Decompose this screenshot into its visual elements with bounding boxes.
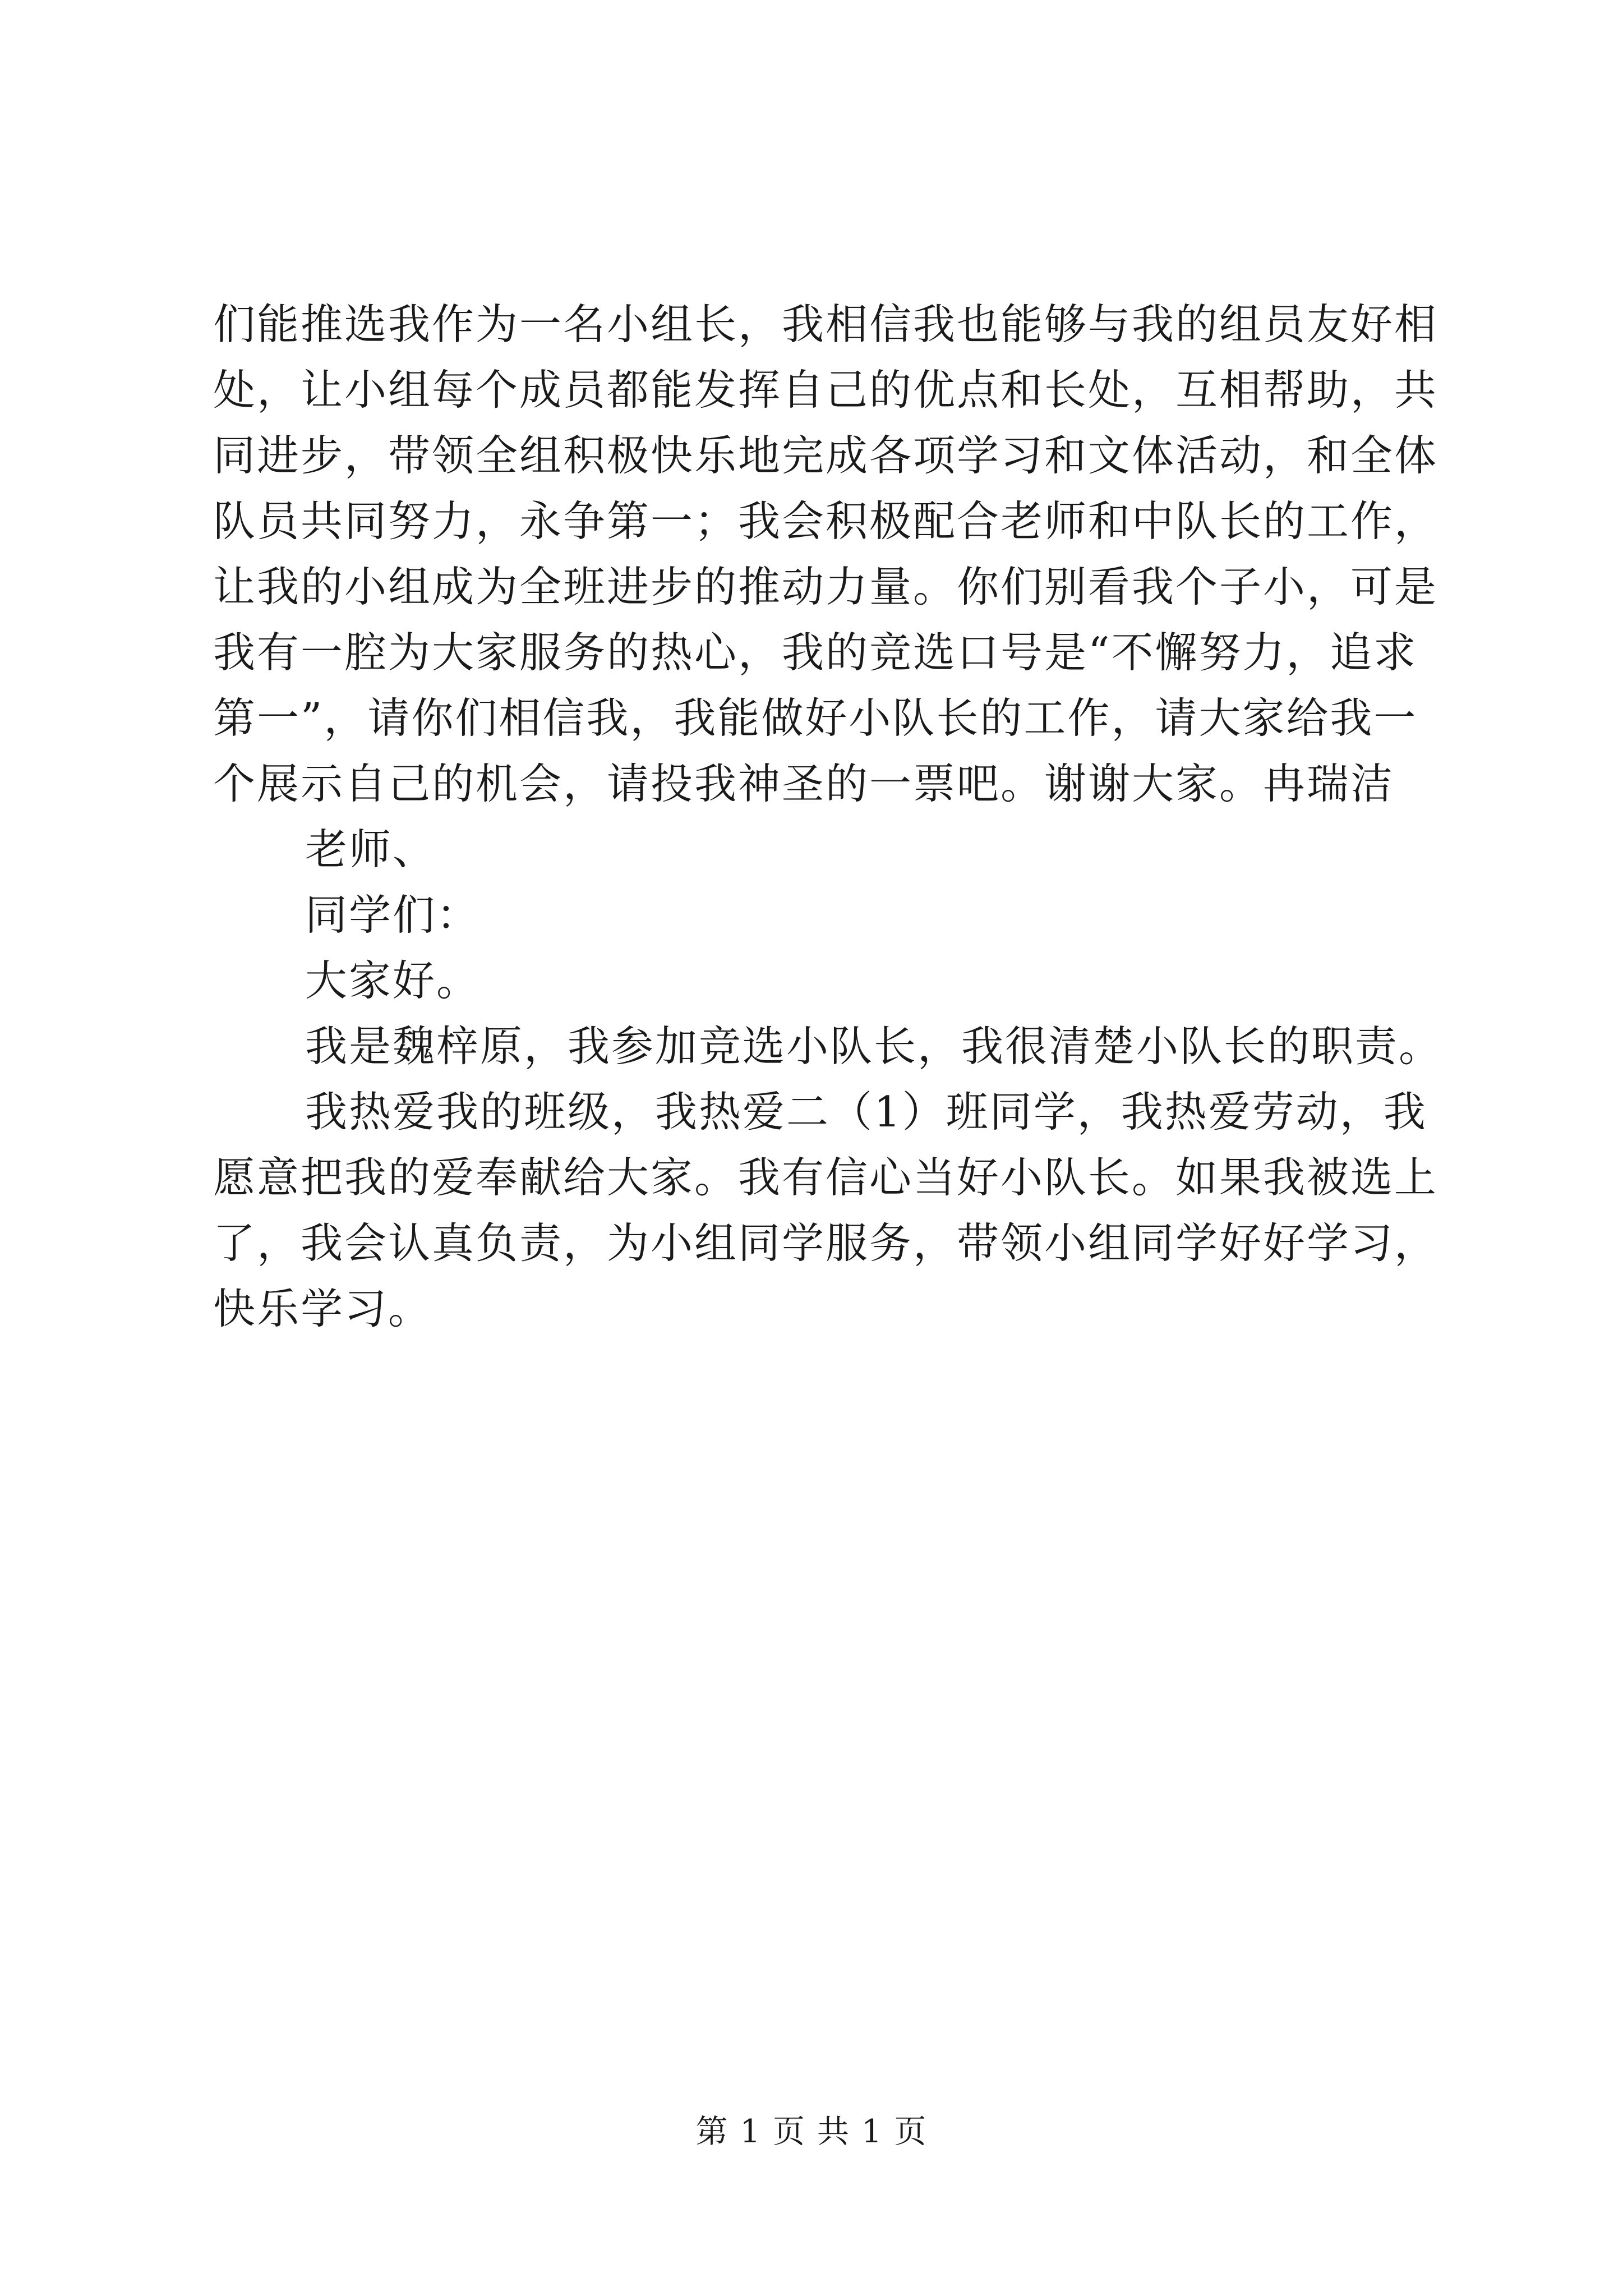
text-line: 老师、 (305, 825, 437, 874)
text-line: 个展示自己的机会，请投我神圣的一票吧。谢谢大家。冉瑞洁 (213, 759, 1395, 808)
document-body (213, 292, 1441, 1342)
page-footer (0, 2112, 1623, 2151)
text-line: 我是魏梓原，我参加竞选小队长，我很清楚小队长的职责。 (305, 1022, 1443, 1071)
text-line: 同进步，带领全组积极快乐地完成各项学习和文体活动，和全体 (213, 431, 1438, 480)
text-line: 了，我会认真负责，为小组同学服务，带领小组同学好好学习， (213, 1218, 1438, 1268)
text-line: 大家好。 (305, 956, 481, 1005)
text-line: 同学们： (305, 890, 481, 940)
text-line: 们能推选我作为一名小组长，我相信我也能够与我的组员友好相 (213, 300, 1438, 349)
text-line: 我有一腔为大家服务的热心，我的竞选口号是“不懈努力，追求 (213, 628, 1418, 677)
text-line: 第一”，请你们相信我，我能做好小队长的工作，请大家给我一 (213, 693, 1418, 743)
text-line: 队员共同努力，永争第一；我会积极配合老师和中队长的工作， (213, 496, 1438, 546)
page-number-label: 第 1 页 共 1 页 (695, 2113, 928, 2150)
text-line: 愿意把我的爱奉献给大家。我有信心当好小队长。如果我被选上 (213, 1153, 1438, 1202)
text-line: 快乐学习。 (213, 1284, 432, 1333)
text-line: 让我的小组成为全班进步的推动力量。你们别看我个子小，可是 (213, 562, 1438, 611)
text-line: 处，让小组每个成员都能发挥自己的优点和长处，互相帮助，共 (213, 365, 1438, 415)
text-line: 我热爱我的班级，我热爱二（1）班同学，我热爱劳动，我 (305, 1087, 1427, 1137)
